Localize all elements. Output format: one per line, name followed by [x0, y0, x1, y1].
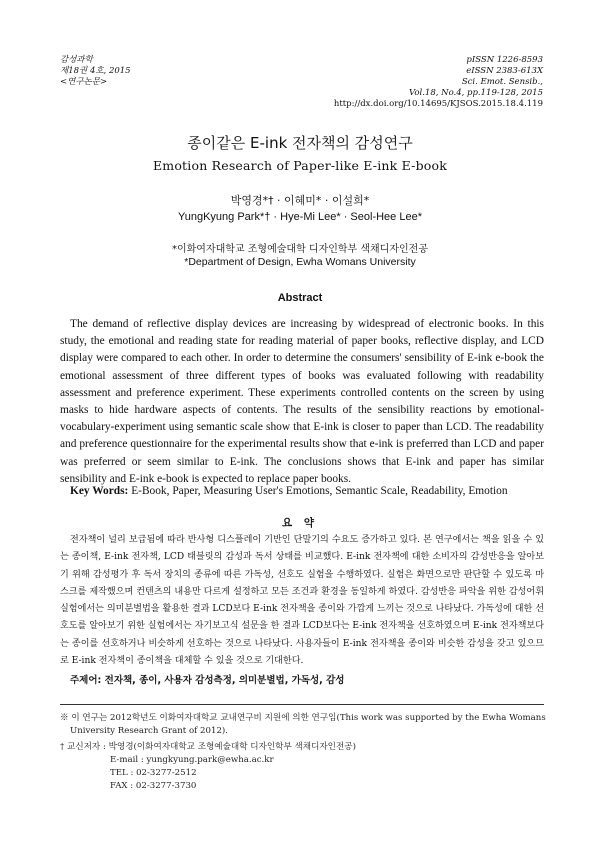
keywords-label: Key Words: — [70, 485, 129, 497]
korean-keywords: 주제어: 전자책, 종이, 사용자 감성측정, 의미분별법, 가독성, 감성 — [70, 675, 345, 686]
korean-abstract-heading: 요 약 — [282, 517, 318, 529]
authors-english: YungKyung Park*† · Hye-Mi Lee* · Seol-Hee Lee* — [178, 211, 422, 223]
journal-abbreviation: Sci. Emot. Sensib., — [461, 77, 543, 87]
authors-korean: 박영경*† · 이혜미* · 이설희* — [230, 194, 370, 207]
journal-name-korean: 감성과학 — [60, 55, 93, 65]
contact-fax: FAX : 02-3277-3730 — [110, 781, 197, 791]
korean-abstract-text: 전자책이 널리 보급됨에 따라 반사형 디스플레이 기반인 단말기의 수요도 증가하고 있다. 본 연구에서는 책을 읽을 수 있는 종이책, E-ink 전자책, LCD 태블릿의 감성과 독서 상태를 비교했다. E-ink 전자책에 대한 소비자의 감성반응을 알아보기 위해 감성평가 후 독서 장치의 종류에 따른 가독성, 선호도 실험을 수행하였다. 실험은 화면으로만 판단할 수 있도록 마스크를 제작했으며 컨텐츠의 내용만 다르게 설정하고 모든 조건과 환경을 동일하게 하였다. 감성반응 파악을 위한 감성어휘 실험에서는 의미분별법을 활용한 결과 LCD보다 E-ink 전자책을 종이와 가깝게 느끼는 것으로 나타났다. 가독성에 대한 선호도를 알아보기 위한 실험에서는 자기보고식 설문을 한 결과 LCD보다는 E-ink 전자책을 선호하였으며 E-ink 전자책보다는 종이를 선호하거나 비슷하게 선호하는 것으로 나타났다. 사용자들이 E-ink 전자책을 종이와 비슷한 감성을 갖고 있으므로 E-ink 전자책이 종이책을 대체할 수 있을 것으로 기대한다. — [60, 535, 544, 667]
abstract-text: The demand of reflective display devices are increasing by widespread of electronic books. In this study, the emotional and reading state for reading material of paper books, reflective display, and LCD display were compared to each other. In order to determine the consumers' sensibility of E-ink e-book the emotional assessment of three different types of books was evaluated following with readability assessment and preference experiment. These experiments controlled contents on the screen by using masks to hide hardware aspects of contents. The results of the sensibility reactions by emotional-vocabulary-experiment using semantic scale show that E-ink is closer to paper than LCD. The readability and preference questionnaire for the experimental results show that e-ink is preferred than LCD and paper was preferred or seem similar to E-ink. The conclusions shows that E-ink and paper has similar sensibility and E-ink e-book is expected to replace paper books. — [60, 318, 544, 485]
journal-header-right — [334, 55, 543, 110]
affiliation-korean: *이화여자대학교 조형예술대학 디자인학부 색채디자인전공 — [171, 244, 429, 255]
corresponding-footnote — [60, 741, 544, 793]
eissn: eISSN 2383-613X — [466, 66, 543, 76]
journal-volume-korean: 제18권 4호, 2015 — [60, 66, 131, 76]
funding-line-1: ※ 이 연구는 2012학년도 이화여자대학교 교내연구비 지원에 의한 연구임(This work was supported by the Ewha Womans — [60, 713, 546, 723]
affiliation-english: *Department of Design, Ewha Womans University — [184, 256, 416, 268]
title-english: Emotion Research of Paper-like E-ink E-book — [152, 158, 448, 173]
doi-link[interactable]: http://dx.doi.org/10.14695/KJSOS.2015.18.4.119 — [333, 99, 543, 109]
contact-email[interactable]: E-mail : yungkyung.park@ewha.ac.kr — [110, 755, 274, 765]
keywords — [70, 485, 508, 497]
funding-line-2: University Research Grant of 2012). — [70, 726, 228, 736]
abstract-heading: Abstract — [277, 292, 323, 304]
title-korean: 종이같은 E-ink 전자책의 감성연구 — [187, 134, 413, 152]
article-type: <연구논문> — [60, 77, 108, 87]
journal-header-left — [60, 55, 131, 88]
footnote-divider — [60, 704, 544, 705]
contact-tel: TEL : 02-3277-2512 — [110, 768, 197, 778]
pissn: pISSN 1226-8593 — [466, 55, 543, 65]
keywords-text: E-Book, Paper, Measuring User's Emotions, Semantic Scale, Readability, Emotion — [131, 485, 508, 497]
volume-pages: Vol.18, No.4, pp.119-128, 2015 — [409, 88, 543, 98]
corresponding-author: † 교신저자 : 박영경(이화여자대학교 조형예술대학 디자인학부 색채디자인전공) — [60, 742, 356, 752]
funding-footnote — [60, 712, 544, 738]
